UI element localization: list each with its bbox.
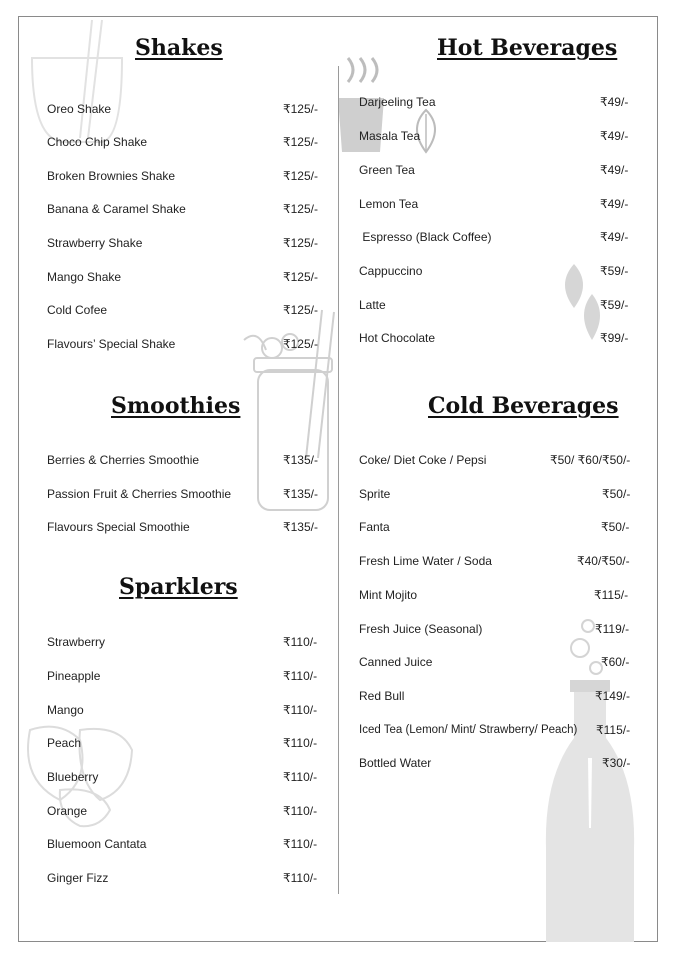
item-price: ₹110/- [283,635,318,649]
item-name: Sprite [359,487,391,501]
heading-sparklers: Sparklers [119,574,238,600]
item-name: Orange [47,804,88,818]
item-price: ₹115/- [596,723,631,737]
item-name: Iced Tea (Lemon/ Mint/ Strawberry/ Peach) [359,724,578,736]
item-price: ₹135/- [283,487,318,501]
item-price: ₹99/- [600,331,629,345]
item-price: ₹49/- [600,230,629,244]
heading-shakes: Shakes [135,35,223,61]
heading-cold-beverages: Cold Beverages [428,393,619,419]
item-name: Berries & Cherries Smoothie [47,453,200,467]
item-price: ₹125/- [283,135,318,149]
item-name: Fresh Juice (Seasonal) [359,622,483,636]
item-name: Mango Shake [47,270,122,284]
item-price: ₹50/ ₹60/₹50/- [550,453,631,467]
item-name: Choco Chip Shake [47,135,148,149]
item-price: ₹30/- [602,756,631,770]
item-name: Flavours’ Special Shake [47,337,176,351]
item-price: ₹125/- [283,337,318,351]
item-name: Red Bull [359,689,405,703]
item-price: ₹115/- [594,588,629,602]
item-name: Strawberry Shake [47,236,143,250]
item-name: Mint Mojito [359,588,418,602]
item-name: Broken Brownies Shake [47,169,176,183]
item-price: ₹49/- [600,163,629,177]
item-price: ₹110/- [283,837,318,851]
leaf-icon [558,262,606,348]
item-name: Lemon Tea [359,197,419,211]
item-price: ₹60/- [601,655,630,669]
glass-straw-icon [22,18,132,148]
item-price: ₹59/- [600,264,629,278]
item-name: Pineapple [47,669,101,683]
item-price: ₹125/- [283,169,318,183]
item-name: Green Tea [359,163,415,177]
item-name: Fanta [359,520,390,534]
item-price: ₹110/- [283,770,318,784]
item-price: ₹110/- [283,736,318,750]
item-name: Passion Fruit & Cherries Smoothie [47,487,232,501]
item-name: Flavours Special Smoothie [47,520,190,534]
item-name: Fresh Lime Water / Soda [359,554,492,568]
item-name: Strawberry [47,635,106,649]
item-price: ₹125/- [283,202,318,216]
item-price: ₹40/₹50/- [577,554,630,568]
item-price: ₹110/- [283,703,318,717]
item-price: ₹50/- [602,487,631,501]
item-price: ₹135/- [283,453,318,467]
item-name: Cappuccino [359,264,423,278]
item-price: ₹125/- [283,102,318,116]
item-price: ₹125/- [283,270,318,284]
item-name: Cold Cofee [47,303,108,317]
item-price: ₹50/- [601,520,630,534]
item-name: Hot Chocolate [359,331,436,345]
item-name: Espresso (Black Coffee) [359,230,492,244]
item-name: Bluemoon Cantata [47,837,147,851]
item-name: Darjeeling Tea [359,95,436,109]
item-name: Bottled Water [359,756,432,770]
item-name: Masala Tea [359,129,421,143]
item-price: ₹49/- [600,95,629,109]
item-name: Latte [359,298,386,312]
item-price: ₹110/- [283,871,318,885]
heading-hot-beverages: Hot Beverages [437,35,618,61]
item-price: ₹49/- [600,129,629,143]
heading-smoothies: Smoothies [111,393,241,419]
item-price: ₹49/- [600,197,629,211]
item-name: Oreo Shake [47,102,112,116]
item-name: Canned Juice [359,655,433,669]
item-name: Mango [47,703,84,717]
item-price: ₹135/- [283,520,318,534]
column-divider [338,66,339,894]
item-price: ₹119/- [595,622,630,636]
item-name: Blueberry [47,770,99,784]
item-price: ₹59/- [600,298,629,312]
item-price: ₹110/- [283,804,318,818]
item-name: Banana & Caramel Shake [47,202,186,216]
item-price: ₹125/- [283,303,318,317]
item-name: Ginger Fizz [47,871,109,885]
item-name: Peach [47,736,82,750]
item-price: ₹125/- [283,236,318,250]
item-name: Coke/ Diet Coke / Pepsi [359,453,487,467]
item-price: ₹110/- [283,669,318,683]
item-price: ₹149/- [595,689,630,703]
